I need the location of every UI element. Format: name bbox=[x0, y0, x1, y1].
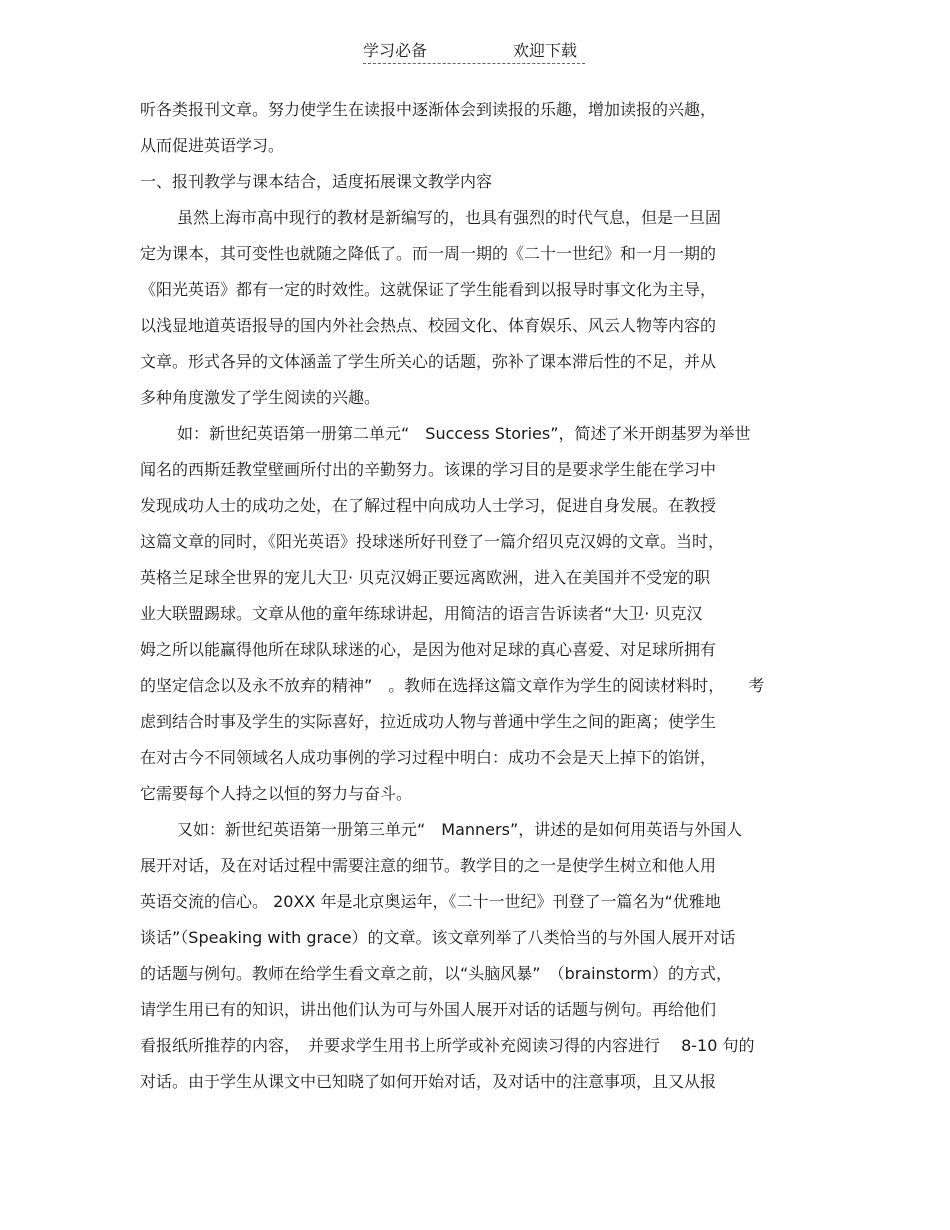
text-line: 对话。由于学生从课文中已知晓了如何开始对话，及对话中的注意事项，且又从报 bbox=[140, 1072, 717, 1091]
header-left-text: 学习必备 bbox=[363, 41, 428, 60]
text-line: 在对古今不同领域名人成功事例的学习过程中明白：成功不会是天上掉下的馅饼， bbox=[140, 748, 717, 767]
text-line: 发现成功人士的成功之处，在了解过程中向成功人士学习，促进自身发展。在教授 bbox=[140, 496, 717, 515]
text-line: 业大联盟踢球。文章从他的童年练球讲起，用简洁的语言告诉读者“大卫· 贝克汉 bbox=[140, 604, 703, 623]
text-line: 请学生用已有的知识，讲出他们认为可与外国人展开对话的话题与例句。再给他们 bbox=[140, 1000, 717, 1019]
text-line: 闻名的西斯廷教堂壁画所付出的辛勤努力。该课的学习目的是要求学生能在学习中 bbox=[140, 460, 717, 479]
header-right-text: 欢迎下载 bbox=[513, 41, 578, 60]
text-line: 的话题与例句。教师在给学生看文章之前，以“头脑风暴” （brainstorm）的方式， bbox=[140, 964, 732, 983]
paragraph-start: 又如：新世纪英语第一册第三单元“ Manners”，讲述的是如何用英语与外国人 bbox=[177, 820, 743, 839]
text-line: 多种角度激发了学生阅读的兴趣。 bbox=[140, 388, 381, 407]
text-line: 虑到结合时事及学生的实际喜好，拉近成功人物与普通中学生之间的距离；使学生 bbox=[140, 712, 717, 731]
text-line: 的坚定信念以及永不放弃的精神” 。教师在选择这篇文章作为学生的阅读材料时， 考 bbox=[140, 676, 765, 695]
paragraph-start: 如：新世纪英语第一册第二单元“ Success Stories”，简述了米开朗基罗为举世 bbox=[177, 424, 751, 443]
section-heading: 一、报刊教学与课本结合，适度拓展课文教学内容 bbox=[140, 172, 493, 191]
text-line: 《阳光英语》都有一定的时效性。这就保证了学生能看到以报导时事文化为主导， bbox=[140, 280, 717, 299]
document-body bbox=[140, 96, 820, 1104]
text-line: 听各类报刊文章。努力使学生在读报中逐渐体会到读报的乐趣，增加读报的兴趣， bbox=[140, 100, 717, 119]
header-divider bbox=[363, 63, 585, 64]
page-header bbox=[0, 40, 950, 66]
text-line: 英格兰足球全世界的宠儿大卫· 贝克汉姆正要远离欧洲，进入在美国并不受宠的职 bbox=[140, 568, 711, 587]
text-line: 文章。形式各异的文体涵盖了学生所关心的话题，弥补了课本滞后性的不足，并从 bbox=[140, 352, 717, 371]
paragraph-start: 虽然上海市高中现行的教材是新编写的，也具有强烈的时代气息，但是一旦固 bbox=[177, 208, 722, 227]
text-line: 以浅显地道英语报导的国内外社会热点、校园文化、体育娱乐、风云人物等内容的 bbox=[140, 316, 717, 335]
text-line: 定为课本，其可变性也就随之降低了。而一周一期的《二十一世纪》和一月一期的 bbox=[140, 244, 717, 263]
text-line: 它需要每个人持之以恒的努力与奋斗。 bbox=[140, 784, 413, 803]
text-line: 看报纸所推荐的内容， 并要求学生用书上所学或补充阅读习得的内容进行 8-10 句的 bbox=[140, 1036, 755, 1055]
text-line: 从而促进英语学习。 bbox=[140, 136, 285, 155]
text-line: 谈话”（Speaking with grace）的文章。该文章列举了八类恰当的与外国人展开对话 bbox=[140, 928, 736, 947]
text-line: 姆之所以能赢得他所在球队球迷的心，是因为他对足球的真心喜爱、对足球所拥有 bbox=[140, 640, 717, 659]
text-line: 英语交流的信心。 20XX 年是北京奥运年，《二十一世纪》刊登了一篇名为“优雅地 bbox=[140, 892, 721, 911]
text-line: 展开对话，及在对话过程中需要注意的细节。教学目的之一是使学生树立和他人用 bbox=[140, 856, 717, 875]
text-line: 这篇文章的同时，《阳光英语》投球迷所好刊登了一篇介绍贝克汉姆的文章。当时， bbox=[140, 532, 725, 551]
